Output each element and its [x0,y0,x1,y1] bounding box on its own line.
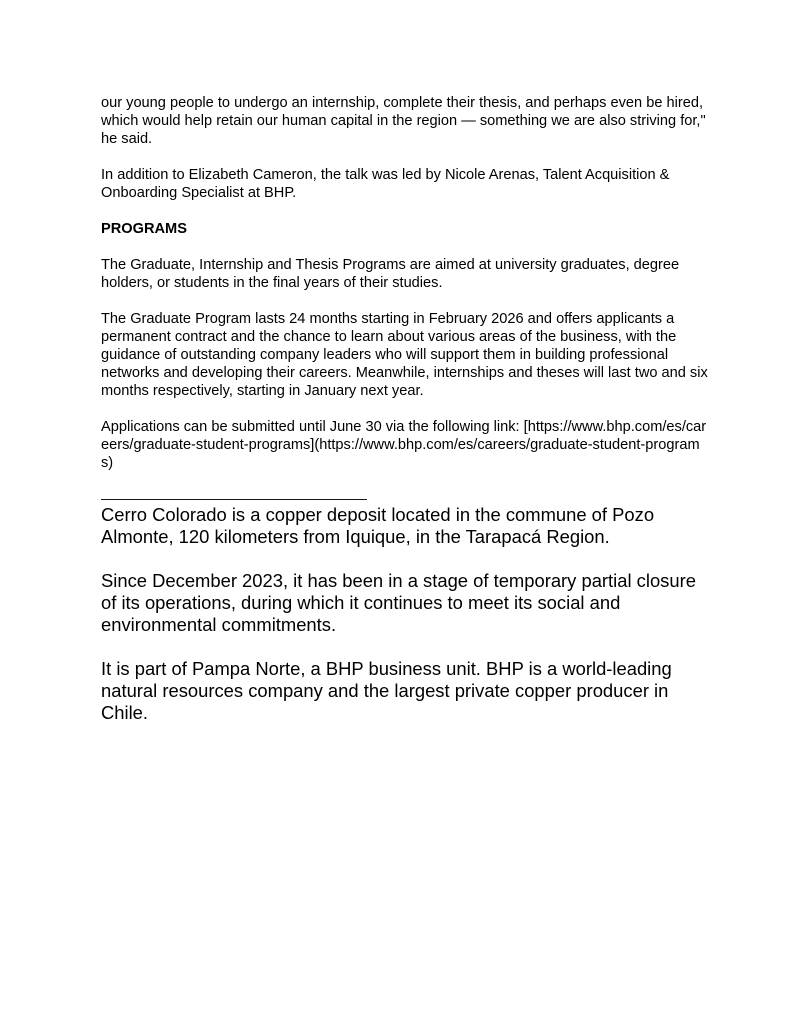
section-heading-programs: PROGRAMS [101,221,187,237]
document-page [101,94,711,746]
paragraph-programs-audience: The Graduate, Internship and Thesis Programs are aimed at university graduates, degree holders, or students in the final years of their studies. [101,257,680,291]
paragraph-partial-closure: Since December 2023, it has been in a stage of temporary partial closure of its operations, during which it continues to meet its social and environmental commitments. [101,570,696,635]
paragraph-applications-link: Applications can be submitted until June 30 via the following link: [https://www.bhp.com/es/careers/graduate-student-programs](https://www.bhp.com/es/careers/graduate-student-programs) [101,419,707,471]
paragraph-quote-end: our young people to undergo an internship, complete their thesis, and perhaps even be hired, which would help retain our human capital in the region — something we are also striving for," he said. [101,95,706,147]
paragraph-graduate-program: The Graduate Program lasts 24 months starting in February 2026 and offers applicants a permanent contract and the chance to learn about various areas of the business, with the guidance of outstanding company leaders who will support them in building professional networks and developing their careers. Meanwhile, internships and theses will last two and six months respectively, starting in January next year. [101,311,708,399]
separator-line: ——————————————————— [101,490,367,506]
paragraph-pampa-norte: It is part of Pampa Norte, a BHP business unit. BHP is a world-leading natural resources company and the largest private copper producer in Chile. [101,658,672,723]
paragraph-speakers: In addition to Elizabeth Cameron, the talk was led by Nicole Arenas, Talent Acquisition & Onboarding Specialist at BHP. [101,167,670,201]
paragraph-cerro-colorado: Cerro Colorado is a copper deposit located in the commune of Pozo Almonte, 120 kilometers from Iquique, in the Tarapacá Region. [101,504,655,547]
